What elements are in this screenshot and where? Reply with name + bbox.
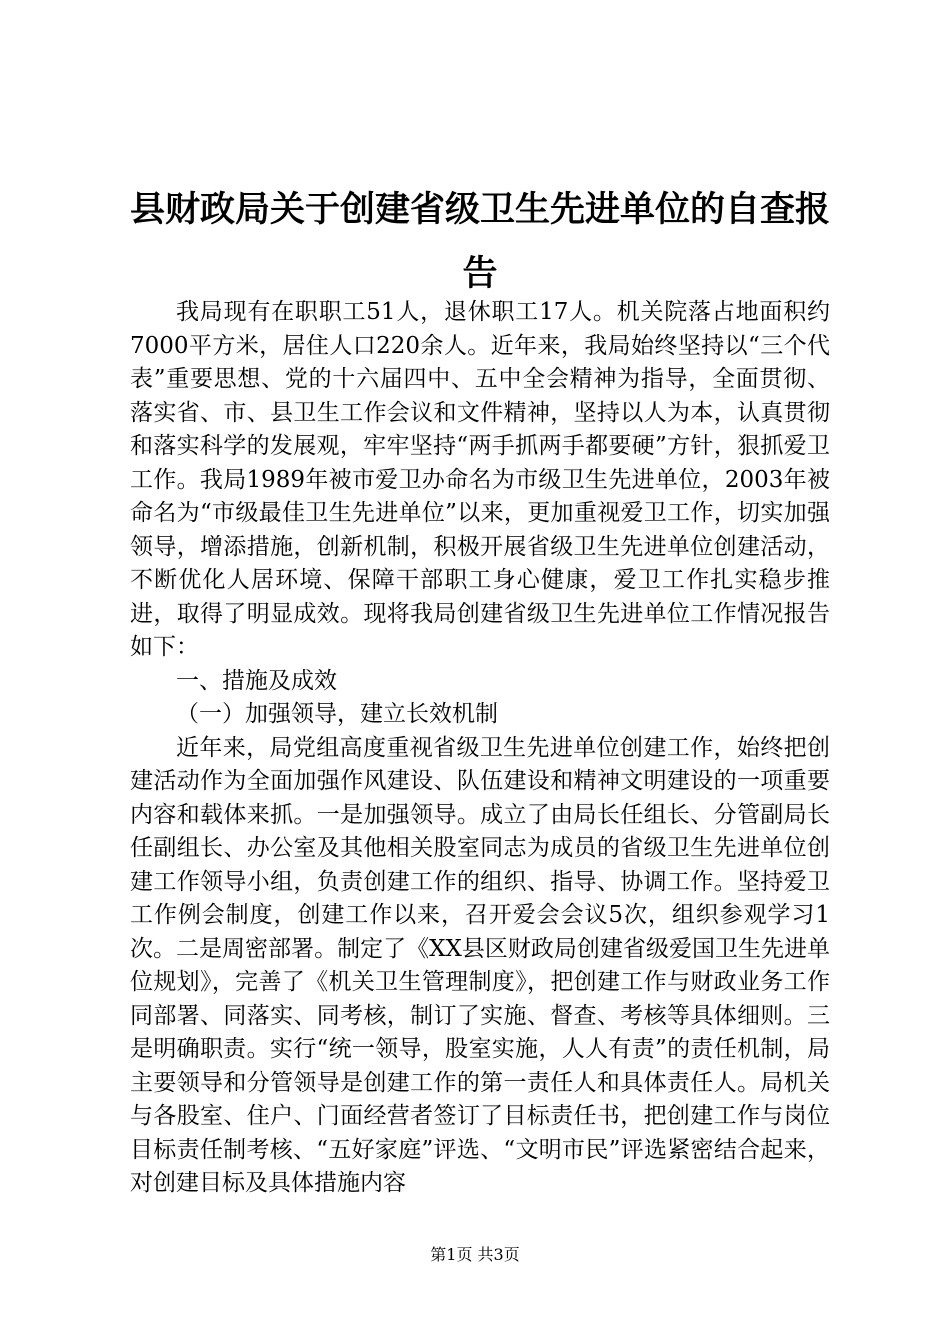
section-heading: 一、措施及成效 [176,667,337,694]
body-paragraph: 近年来，局党组高度重视省级卫生先进单位创建工作，始终把创建活动作为全面加强作风建设、队伍建设和精神文明建设的一项重要内容和载体来抓。一是加强领导。成立了由局长任组长、分管副局长任副组长、办公室及其他相关股室同志为成员的省级卫生先进单位创建工作领导小组，负责创建工作的组织、指导、协调工作。坚持爱卫工作例会制度，创建工作以来，召开爱会会议5次，组织参观学习1次。二是周密部署。制定了《XX县区财政局创建省级爱国卫生先进单位规划》，完善了《机关卫生管理制度》，把创建工作与财政业务工作同部署、同落实、同考核，制订了实施、督查、考核等具体细则。三是明确职责。实行“统一领导，股室实施，人人有责”的责任机制，局主要领导和分管领导是创建工作的第一责任人和具体责任人。局机关与各股室、住户、门面经营者签订了目标责任书，把创建工作与岗位目标责任制考核、“五好家庭”评选、“文明市民”评选紧密结合起来，对创建目标及具体措施内容 [130,734,830,1196]
page-number: 第1页 共3页 [430,1245,520,1264]
intro-paragraph: 我局现有在职职工51人，退休职工17人。机关院落占地面积约7000平方米，居住人口220余人。近年来，我局始终坚持以“三个代表”重要思想、党的十六届四中、五中全会精神为指导，全面贯彻、落实省、市、县卫生工作会议和文件精神，坚持以人为本，认真贯彻和落实科学的发展观，牢牢坚持“两手抓两手都要硬”方针，狠抓爱卫工作。我局1989年被市爱卫办命名为市级卫生先进单位，2003年被命名为“市级最佳卫生先进单位”以来，更加重视爱卫工作，切实加强领导，增添措施，创新机制，积极开展省级卫生先进单位创建活动，不断优化人居环境、保障干部职工身心健康，爱卫工作扎实稳步推进，取得了明显成效。现将我局创建省级卫生先进单位工作情况报告如下： [130,299,830,660]
subsection-heading: （一）加强领导，建立长效机制 [176,701,498,727]
document-title: 县财政局关于创建省级卫生先进单位的自查报告 [129,189,830,294]
document-body [130,296,830,1201]
